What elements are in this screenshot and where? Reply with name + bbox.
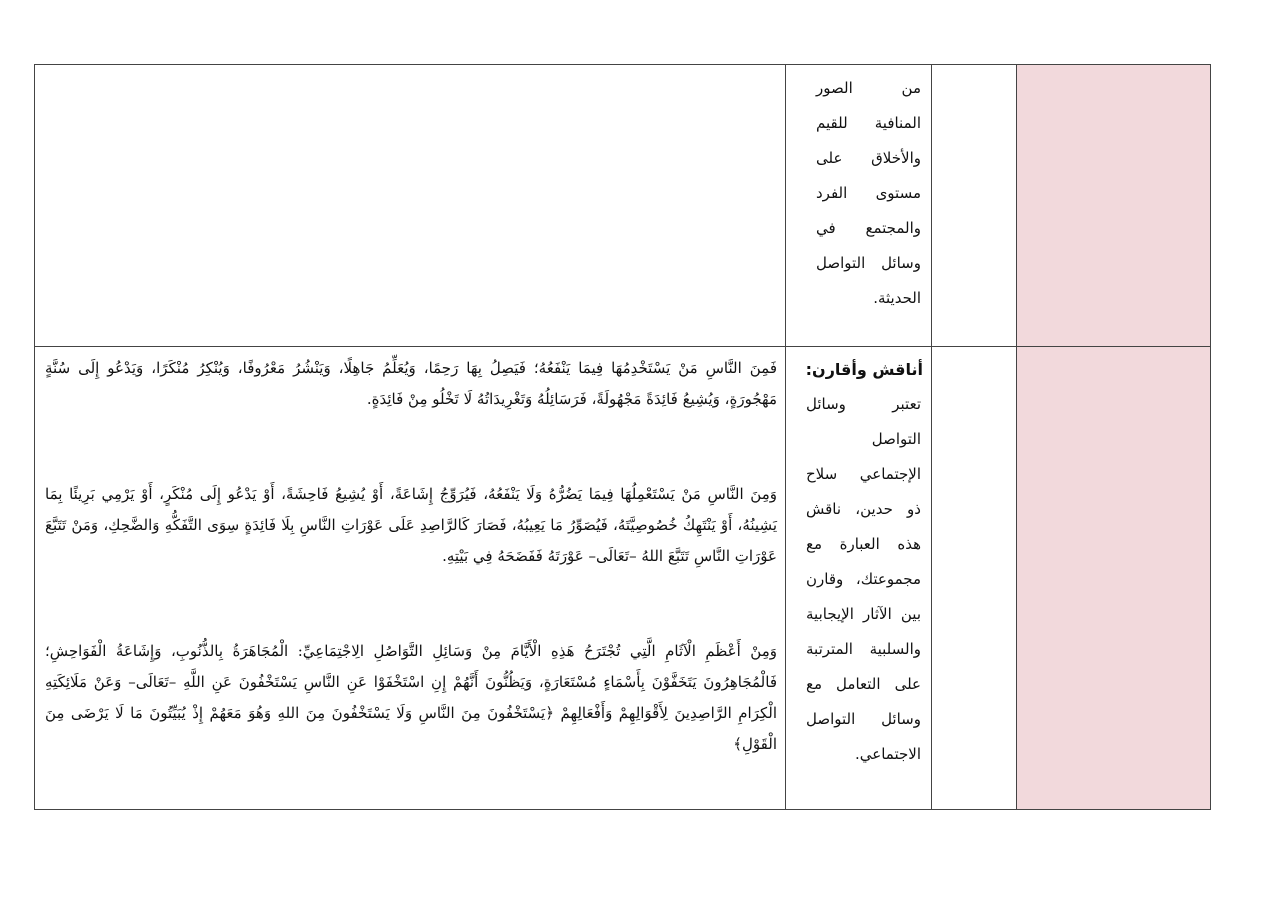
content-paragraph: فَمِنَ النَّاسِ مَنْ يَسْتَخْدِمُهَا فِيمَا يَنْفَعُهُ؛ فَيَصِلُ بِهَا رَحِمًا، وَيُعَلِّمُ جَاهِلًا، وَيَنْشُرُ مَعْرُوفًا، وَيُنْكِرُ مُنْكَرًا، وَيَدْعُو إِلَى سُنَّةٍ مَهْجُورَةٍ، وَيُشِيعُ فَائِدَةً مَجْهُولَةً، فَرَسَائِلُهُ وَتَغْرِيدَاتُهُ لَا تَخْلُو مِنْ فَائِدَةٍ. [45,359,777,408]
pink-column-cell [1017,65,1211,347]
activity-heading: أناقش وأقارن: [805,360,923,379]
blank-column-cell [932,65,1017,347]
blank-column-cell [932,347,1017,810]
content-cell-empty [35,65,786,347]
activity-text: من الصور المنافية للقيم والأخلاق على مستوى الفرد والمجتمع في وسائل التواصل الحديثة. [816,79,921,307]
table-row [35,65,1211,347]
activity-text: تعتبر وسائل التواصل الإجتماعي سلاح ذو حدين، ناقش هذه العبارة مع مجموعتك، وقارن بين الآثار الإيجابية والسلبية المترتبة على التعامل مع وسائل التواصل الاجتماعي. [806,395,921,763]
activity-cell [786,65,932,347]
lesson-plan-table [34,64,1211,810]
pink-column-cell [1017,347,1211,810]
activity-cell [786,347,932,810]
content-cell [35,347,786,810]
table-row [35,347,1211,810]
content-paragraph: وَمِنْ أَعْظَمِ الْآثَامِ الَّتِي تُجْتَرَحُ هَذِهِ الْأَيَّامَ مِنْ وَسَائِلِ التَّوَاصُلِ الِاجْتِمَاعِيِّ: الْمُجَاهَرَةُ بِالذُّنُوبِ، وَإِشَاعَةُ الْفَوَاحِشِ؛ فَالْمُجَاهِرُونَ يَتَخَفَّوْنَ بِأَسْمَاءٍ مُسْتَعَارَةٍ، وَيَظُنُّونَ أَنَّهُمْ إِنِ اسْتَخْفَوْا عَنِ النَّاسِ يَسْتَخْفُونَ عَنِ اللَّهِ –تَعَالَى– وَعَنْ مَلَائِكَتِهِ الْكِرَامِ الرَّاصِدِينَ لِأَقْوَالِهِمْ وَأَفْعَالِهِمْ ﴿يَسْتَخْفُونَ مِنَ النَّاسِ وَلَا يَسْتَخْفُونَ مِنَ اللهِ وَهُوَ مَعَهُمْ إِذْ يُبَيِّتُونَ مَا لَا يَرْضَى مِنَ الْقَوْلِ﴾ [45,642,777,753]
content-paragraph: وَمِنَ النَّاسِ مَنْ يَسْتَعْمِلُهَا فِيمَا يَضُرُّهُ وَلَا يَنْفَعُهُ، فَيُرَوِّجُ إِشَاعَةً، أَوْ يُشِيعُ فَاحِشَةً، أَوْ يَدْعُو إِلَى مُنْكَرٍ، أَوْ يَرْمِي بَرِيئًا بِمَا يَشِينُهُ، أَوْ يَنْتَهِكُ خُصُوصِيَّتَهُ، فَيُصَوِّرُ مَا يَعِيبُهُ، فَصَارَ كَالرَّاصِدِ عَلَى عَوْرَاتِ النَّاسِ بِلَا فَائِدَةٍ سِوَى التَّفَكُّهِ وَالضَّحِكِ، وَمَنْ تَتَبَّعَ عَوْرَاتِ النَّاسِ تَتَبَّعَ اللهُ –تَعَالَى– عَوْرَتَهُ فَفَضَحَهُ فِي بَيْتِهِ. [45,485,777,565]
